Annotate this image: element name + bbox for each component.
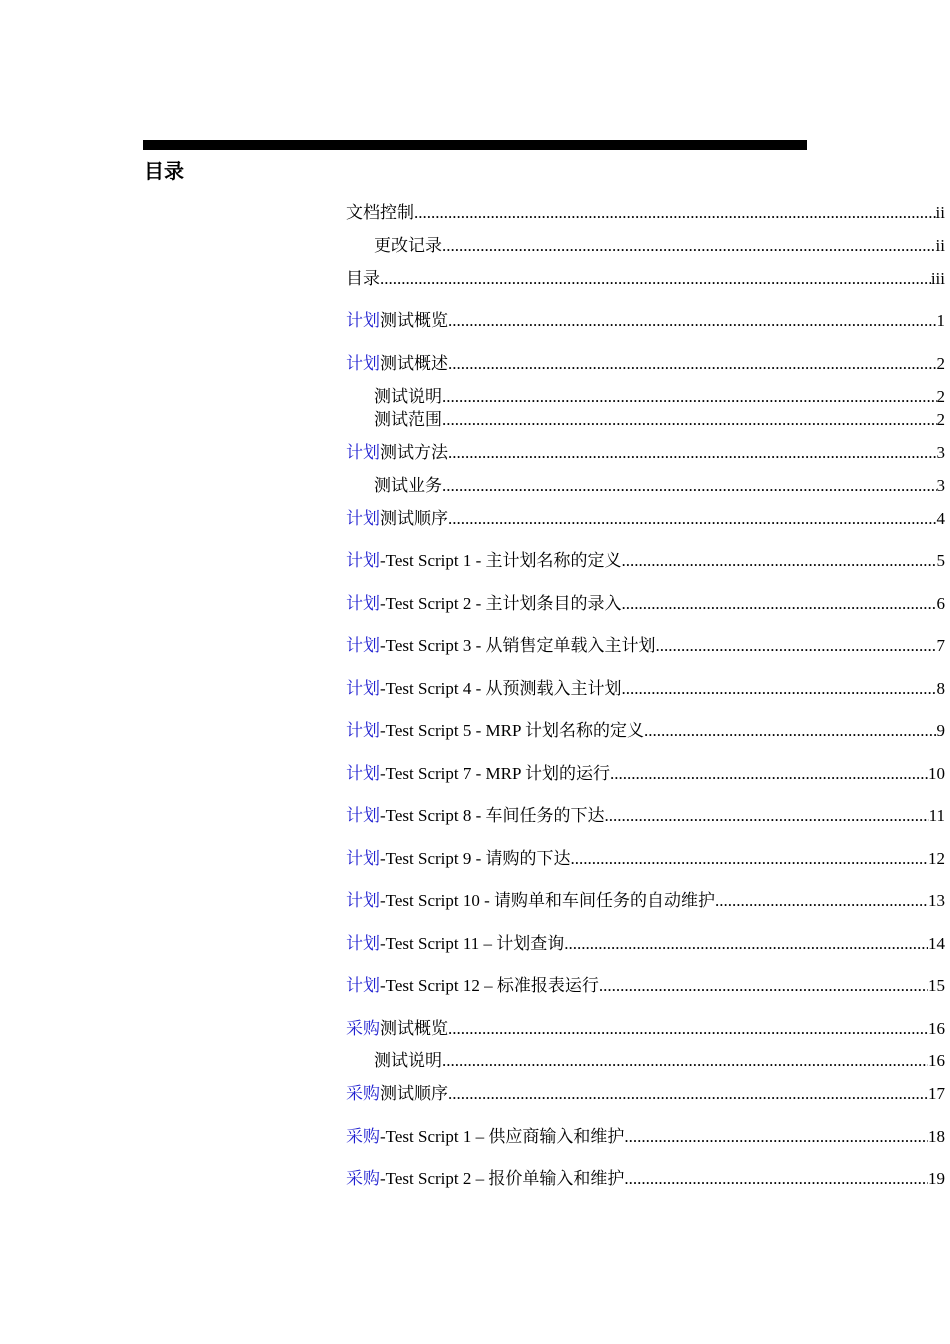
- toc-entry-plan-summary[interactable]: [346, 353, 945, 375]
- toc-entry-plan-script-10[interactable]: [346, 890, 945, 912]
- toc-entry-test-scope[interactable]: [374, 409, 945, 431]
- dot-leader: [622, 550, 937, 572]
- toc-entry-purchase-sequence[interactable]: [346, 1083, 945, 1105]
- toc-page-number: 2: [936, 354, 945, 373]
- toc-entry-prefix: 采购: [346, 1084, 380, 1103]
- toc-page-number: 5: [936, 551, 945, 570]
- toc-entry-text: [346, 1083, 448, 1105]
- dot-leader: [380, 268, 931, 290]
- dot-leader: [448, 310, 937, 332]
- toc-entry-text: [346, 720, 644, 742]
- dot-leader: [622, 593, 937, 615]
- toc-entry-title: -Test Script 2 - 主计划条目的录入: [380, 594, 622, 613]
- toc-page-number: 10: [928, 764, 945, 783]
- toc-entry-text: [346, 848, 571, 870]
- toc-entry-title: -Test Script 8 - 车间任务的下达: [380, 806, 605, 825]
- toc-entry-plan-script-8[interactable]: [346, 805, 945, 827]
- toc-entry-plan-overview[interactable]: [346, 310, 945, 332]
- toc-entry-text: [374, 409, 442, 431]
- toc-entry-document-control[interactable]: [346, 202, 945, 224]
- toc-entry-title: 测试方法: [380, 443, 448, 462]
- toc-entry-purchase-script-2[interactable]: [346, 1168, 945, 1190]
- toc-entry-title: -Test Script 3 - 从销售定单载入主计划: [380, 636, 656, 655]
- toc-entry-title: -Test Script 12 – 标准报表运行: [380, 976, 599, 995]
- dot-leader: [624, 1126, 928, 1148]
- toc-page-number: 14: [928, 934, 945, 953]
- toc-page-number: 1: [936, 311, 945, 330]
- toc-page-number: 19: [928, 1169, 945, 1188]
- toc-entry-title: 测试说明: [374, 1051, 442, 1070]
- toc-title: 目录: [144, 159, 184, 183]
- dot-leader: [442, 386, 937, 408]
- toc-entry-prefix: 采购: [346, 1019, 380, 1038]
- toc-page-number: 2: [936, 387, 945, 406]
- toc-page-number: 16: [928, 1019, 945, 1038]
- toc-page-number: 3: [936, 443, 945, 462]
- toc-entry-plan-script-9[interactable]: [346, 848, 945, 870]
- toc-entry-title: -Test Script 4 - 从预测载入主计划: [380, 679, 622, 698]
- toc-page-number: 7: [936, 636, 945, 655]
- toc-page-number: 18: [928, 1127, 945, 1146]
- toc-entry-prefix: 计划: [346, 594, 380, 613]
- toc-entry-text: [346, 550, 622, 572]
- dot-leader: [448, 442, 937, 464]
- toc-entry-text: [346, 678, 622, 700]
- toc-entry-title: -Test Script 11 – 计划查询: [380, 934, 565, 953]
- toc-entry-prefix: 计划: [346, 849, 380, 868]
- toc-entry-title: 目录: [346, 269, 380, 288]
- dot-leader: [605, 805, 929, 827]
- toc-entry-prefix: 计划: [346, 976, 380, 995]
- toc-entry-text: [346, 805, 605, 827]
- toc-entry-title: -Test Script 1 - 主计划名称的定义: [380, 551, 622, 570]
- toc-entry-contents[interactable]: [346, 268, 945, 290]
- toc-entry-text: [374, 1050, 442, 1072]
- dot-leader: [448, 353, 937, 375]
- toc-entry-purchase-test-description[interactable]: [374, 1050, 945, 1072]
- toc-entry-title: 文档控制: [346, 203, 414, 222]
- toc-entry-title: 测试概述: [380, 354, 448, 373]
- toc-entry-text: [346, 933, 564, 955]
- toc-entry-plan-script-11[interactable]: [346, 933, 945, 955]
- toc-entry-text: [374, 235, 442, 257]
- toc-page-number: 15: [928, 976, 945, 995]
- toc-page-number: 4: [936, 509, 945, 528]
- toc-entry-prefix: 计划: [346, 721, 380, 740]
- toc-entry-prefix: 计划: [346, 764, 380, 783]
- toc-page-number: 2: [936, 410, 945, 429]
- toc-entry-test-description[interactable]: [374, 386, 945, 408]
- toc-entry-plan-script-4[interactable]: [346, 678, 945, 700]
- dot-leader: [442, 235, 936, 257]
- toc-entry-change-record[interactable]: [374, 235, 945, 257]
- toc-entry-prefix: 计划: [346, 551, 380, 570]
- dot-leader: [448, 1083, 928, 1105]
- toc-entry-purchase-overview[interactable]: [346, 1018, 945, 1040]
- toc-entry-title: 测试顺序: [380, 509, 448, 528]
- toc-entry-plan-script-2[interactable]: [346, 593, 945, 615]
- toc-entry-text: [346, 1126, 624, 1148]
- toc-entry-text: [346, 635, 656, 657]
- toc-entry-title: 测试说明: [374, 387, 442, 406]
- toc-entry-plan-sequence[interactable]: [346, 508, 945, 530]
- toc-entry-plan-script-3[interactable]: [346, 635, 945, 657]
- toc-page-number: 17: [928, 1084, 945, 1103]
- toc-page-number: 12: [928, 849, 945, 868]
- toc-entry-title: -Test Script 10 - 请购单和车间任务的自动维护: [380, 891, 716, 910]
- toc-entry-prefix: 计划: [346, 636, 380, 655]
- toc-entry-title: -Test Script 7 - MRP 计划的运行: [380, 764, 611, 783]
- dot-leader: [656, 635, 937, 657]
- toc-entry-prefix: 计划: [346, 354, 380, 373]
- dot-leader: [448, 508, 937, 530]
- toc-page-number: 6: [936, 594, 945, 613]
- toc-entry-plan-script-12[interactable]: [346, 975, 945, 997]
- toc-entry-prefix: 计划: [346, 509, 380, 528]
- toc-entry-title: 测试概览: [380, 311, 448, 330]
- toc-entry-plan-script-5[interactable]: [346, 720, 945, 742]
- dot-leader: [622, 678, 937, 700]
- toc-entry-prefix: 计划: [346, 891, 380, 910]
- toc-page-number: 11: [928, 806, 945, 825]
- toc-page-number: 16: [928, 1051, 945, 1070]
- toc-entry-title: -Test Script 9 - 请购的下达: [380, 849, 571, 868]
- toc-entry-text: [346, 310, 448, 332]
- toc-entry-text: [374, 475, 442, 497]
- toc-page-number: 13: [928, 891, 945, 910]
- toc-entry-text: [346, 975, 599, 997]
- toc-entry-title: 测试范围: [374, 410, 442, 429]
- toc-entry-text: [346, 353, 448, 375]
- toc-entry-title: 更改记录: [374, 236, 442, 255]
- toc-entry-text: [346, 593, 622, 615]
- toc-entry-text: [346, 890, 715, 912]
- dot-leader: [442, 1050, 928, 1072]
- toc-page-number: 9: [936, 721, 945, 740]
- toc-page-number: ii: [935, 203, 945, 222]
- toc-list: [346, 0, 945, 1344]
- dot-leader: [715, 890, 928, 912]
- toc-entry-title: -Test Script 1 – 供应商输入和维护: [380, 1127, 625, 1146]
- toc-entry-plan-script-7[interactable]: [346, 763, 945, 785]
- toc-entry-text: [346, 202, 414, 224]
- toc-entry-text: [374, 386, 442, 408]
- dot-leader: [414, 202, 936, 224]
- toc-entry-prefix: 计划: [346, 311, 380, 330]
- toc-page-number: 8: [936, 679, 945, 698]
- dot-leader: [442, 409, 937, 431]
- toc-entry-title: 测试业务: [374, 476, 442, 495]
- toc-page-number: 3: [936, 476, 945, 495]
- dot-leader: [599, 975, 928, 997]
- dot-leader: [644, 720, 936, 742]
- dot-leader: [564, 933, 928, 955]
- toc-entry-plan-script-1[interactable]: [346, 550, 945, 572]
- toc-entry-title: 测试概览: [380, 1019, 448, 1038]
- toc-entry-prefix: 计划: [346, 679, 380, 698]
- toc-entry-text: [346, 508, 448, 530]
- toc-entry-text: [346, 763, 610, 785]
- toc-entry-text: [346, 268, 380, 290]
- toc-entry-plan-method[interactable]: [346, 442, 945, 464]
- toc-entry-prefix: 采购: [346, 1169, 380, 1188]
- toc-entry-purchase-script-1[interactable]: [346, 1126, 945, 1148]
- dot-leader: [448, 1018, 928, 1040]
- toc-entry-prefix: 计划: [346, 806, 380, 825]
- toc-entry-test-business[interactable]: [374, 475, 945, 497]
- dot-leader: [571, 848, 928, 870]
- dot-leader: [442, 475, 937, 497]
- dot-leader: [610, 763, 928, 785]
- toc-entry-title: -Test Script 5 - MRP 计划名称的定义: [380, 721, 645, 740]
- toc-entry-title: 测试顺序: [380, 1084, 448, 1103]
- toc-page-number: iii: [930, 269, 945, 288]
- toc-page-number: ii: [935, 236, 945, 255]
- toc-entry-title: -Test Script 2 – 报价单输入和维护: [380, 1169, 625, 1188]
- toc-entry-text: [346, 442, 448, 464]
- dot-leader: [624, 1168, 928, 1190]
- toc-entry-prefix: 采购: [346, 1127, 380, 1146]
- toc-entry-text: [346, 1168, 624, 1190]
- toc-entry-prefix: 计划: [346, 934, 380, 953]
- toc-entry-prefix: 计划: [346, 443, 380, 462]
- toc-entry-text: [346, 1018, 448, 1040]
